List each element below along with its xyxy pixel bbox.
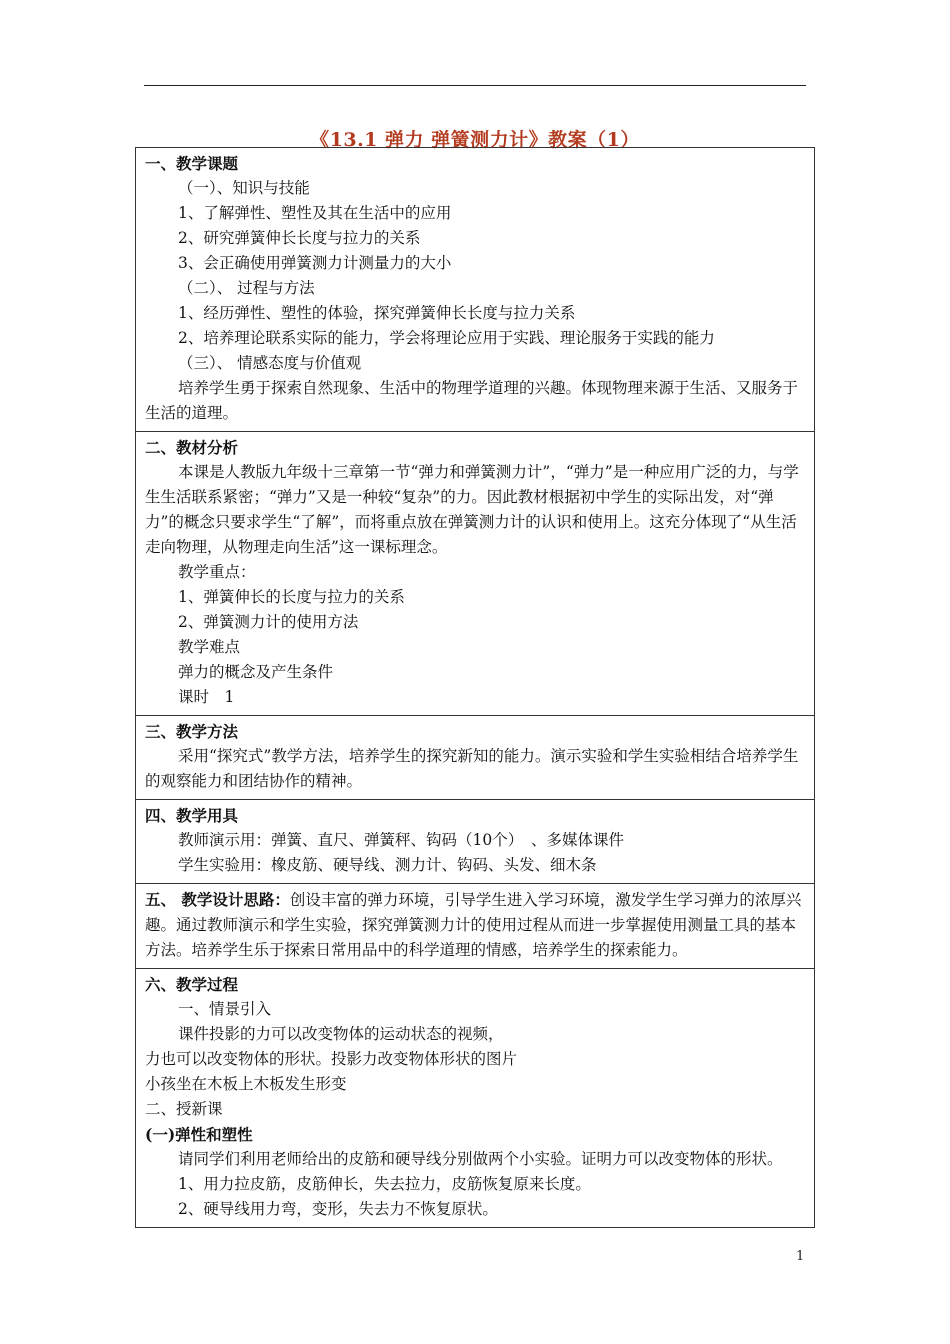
section-teaching-process <box>136 969 815 1228</box>
paragraph: 本课是人教版九年级十三章第一节“弹力和弹簧测力计”，“弹力”是一种应用广泛的力，与学生生活联系紧密；“弹力”又是一种较“复杂”的力。因此教材根据初中学生的实际出发，对“弹力”的概念只要求学生“了解”，而将重点放在弹簧测力计的认识和使用上。这充分体现了“从生活走向物理，从物理走向生活”这一课标理念。 <box>145 463 799 556</box>
subsection-heading: (一)弹性和塑性 <box>145 1125 253 1144</box>
section-teaching-tools <box>136 800 815 884</box>
text-line: 弹力的概念及产生条件 <box>178 663 334 681</box>
document-title: 《13.1 弹力 弹簧测力计》教案（1） <box>310 129 640 151</box>
text-line: 2、弹簧测力计的使用方法 <box>178 613 359 631</box>
paragraph: 采用“探究式”教学方法，培养学生的探究新知的能力。演示实验和学生实验相结合培养学生的观察能力和团结协作的精神。 <box>145 747 799 790</box>
lesson-plan-table <box>135 147 815 1228</box>
text-line: 1、用力拉皮筋，皮筋伸长，失去拉力，皮筋恢复原来长度。 <box>178 1175 591 1193</box>
text-line: 2、培养理论联系实际的能力，学会将理论应用于实践、理论服务于实践的能力 <box>178 329 715 347</box>
text-line: 课件投影的力可以改变物体的运动状态的视频， <box>178 1025 504 1043</box>
section-heading: 六、教学过程 <box>145 975 239 994</box>
section-heading: 四、教学用具 <box>145 806 239 825</box>
text-line: （三）、 情感态度与价值观 <box>178 354 362 372</box>
text-line: 学生实验用：橡皮筋、硬导线、测力计、钩码、头发、细木条 <box>178 856 597 874</box>
text-line: 一、情景引入 <box>178 1000 272 1018</box>
section-teaching-method <box>136 716 815 800</box>
text-line: （二）、 过程与方法 <box>178 279 315 297</box>
text-line: 小孩坐在木板上木板发生形变 <box>145 1075 347 1093</box>
text-line: 1、弹簧伸长的长度与拉力的关系 <box>178 588 405 606</box>
text-line: 课时 1 <box>178 688 235 706</box>
paragraph: 请同学们利用老师给出的皮筋和硬导线分别做两个小实验。证明力可以改变物体的形状。 <box>178 1150 783 1168</box>
section-heading: 三、教学方法 <box>145 722 239 741</box>
text-line: （一）、知识与技能 <box>178 179 310 197</box>
text-line: 二、授新课 <box>145 1100 223 1118</box>
text-line: 1、了解弹性、塑性及其在生活中的应用 <box>178 204 452 222</box>
paragraph: 创设丰富的弹力环境，引导学生进入学习环境，激发学生学习弹力的浓厚兴趣。通过教师演示和学生实验，探究弹簧测力计的使用过程从而进一步掌握使用测量工具的基本方法。培养学生乐于探索日常用品中的科学道理的情感，培养学生的探索能力。 <box>145 891 802 959</box>
section-heading: 五、 教学设计思路： <box>145 890 290 909</box>
section-material-analysis <box>136 432 815 716</box>
page-number: 1 <box>796 1249 805 1264</box>
section-heading: 一、教学课题 <box>145 154 239 173</box>
section-heading: 二、教材分析 <box>145 438 239 457</box>
section-teaching-topic <box>136 148 815 432</box>
design-idea-paragraph <box>145 887 805 963</box>
paragraph: 培养学生勇于探索自然现象、生活中的物理学道理的兴趣。体现物理来源于生活、又服务于生活的道理。 <box>145 379 799 422</box>
text-line: 教师演示用：弹簧、直尺、弹簧秤、钩码（10个） 、多媒体课件 <box>178 831 624 849</box>
text-line: 2、研究弹簧伸长长度与拉力的关系 <box>178 229 421 247</box>
section-design-idea <box>136 884 815 969</box>
text-line: 3、会正确使用弹簧测力计测量力的大小 <box>178 254 452 272</box>
text-line: 教学重点： <box>178 563 256 581</box>
text-line: 教学难点 <box>178 638 241 656</box>
text-line: 力也可以改变物体的形状。投影力改变物体形状的图片 <box>145 1050 518 1068</box>
header-rule <box>144 85 806 86</box>
text-line: 2、硬导线用力弯，变形，失去力不恢复原状。 <box>178 1200 498 1218</box>
text-line: 1、经历弹性、塑性的体验，探究弹簧伸长长度与拉力关系 <box>178 304 576 322</box>
